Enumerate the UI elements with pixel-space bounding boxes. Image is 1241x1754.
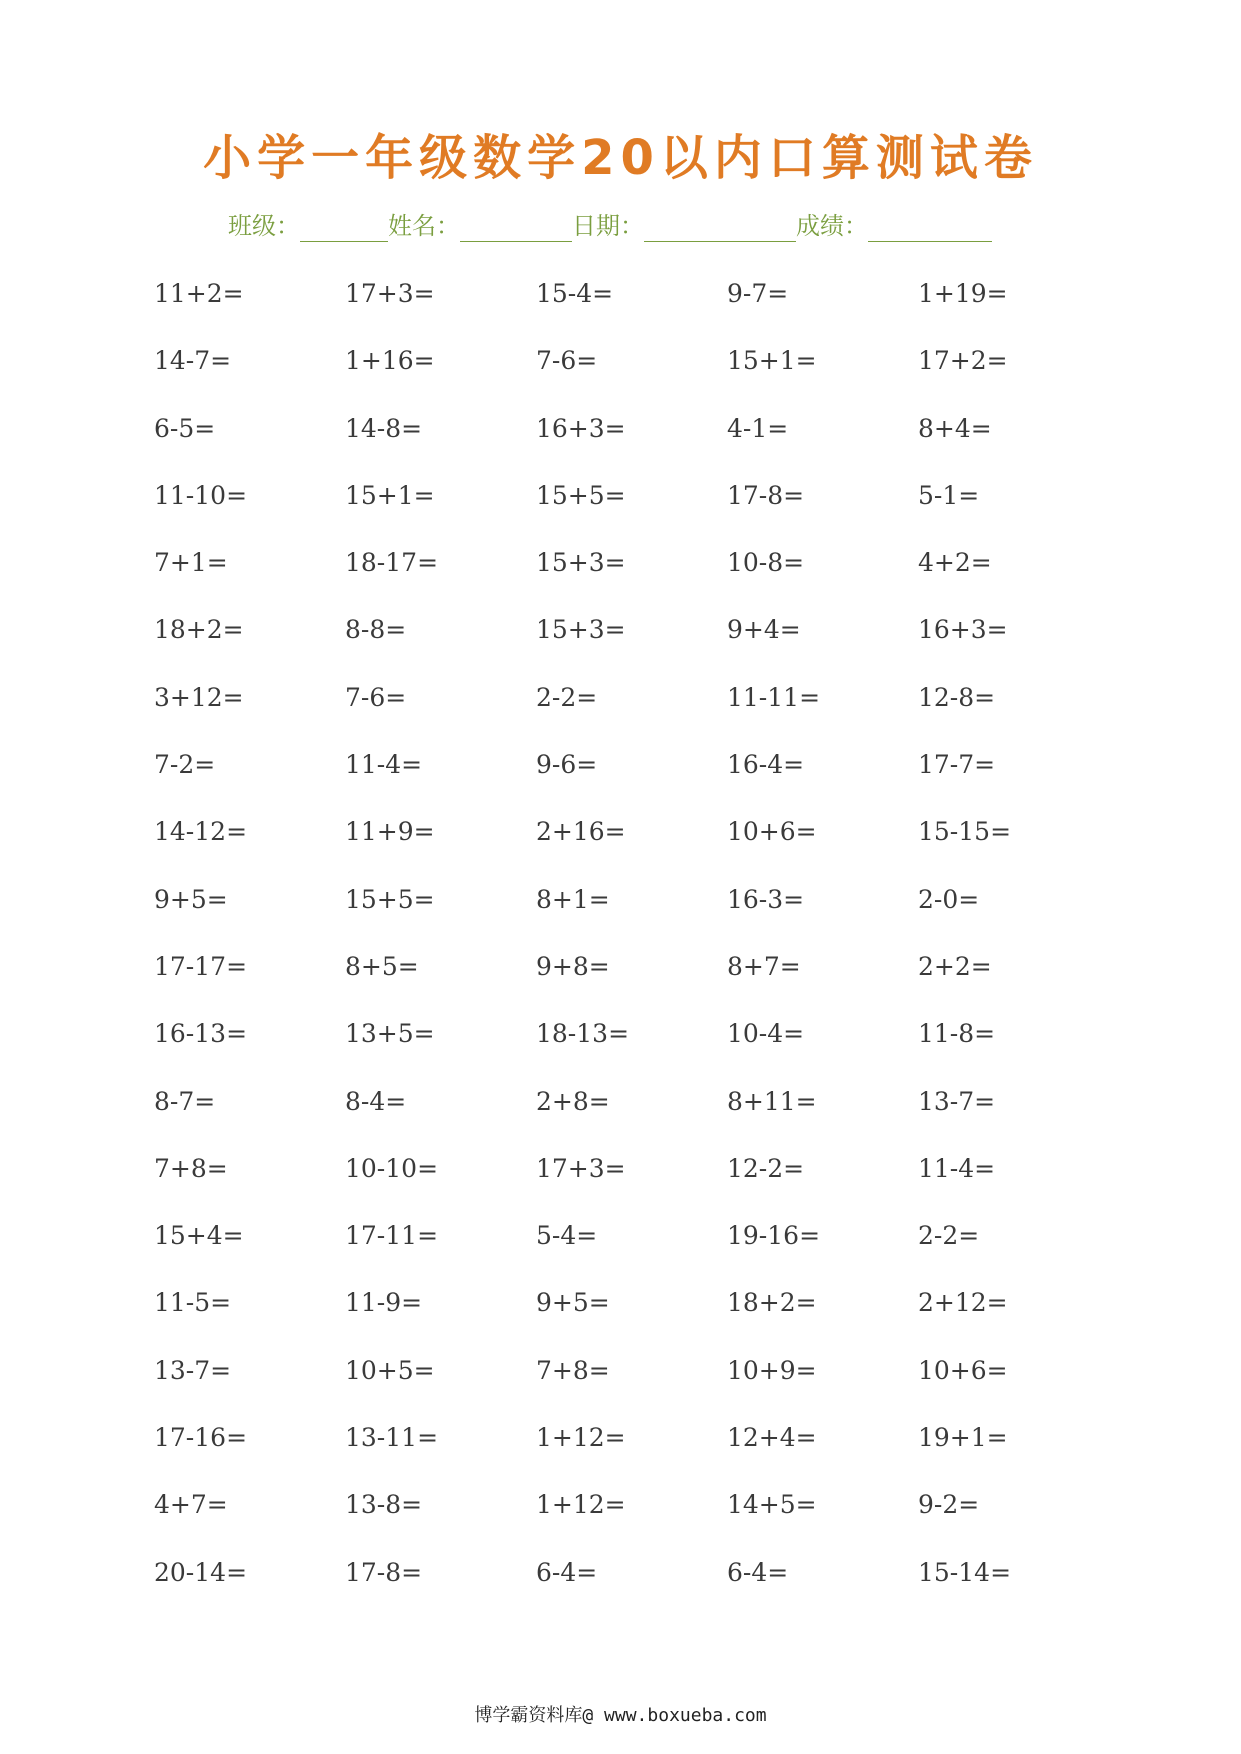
info-date <box>572 210 796 242</box>
problem-item: 8+11= <box>727 1086 817 1116</box>
problem-item: 9-6= <box>536 750 598 780</box>
problem-item: 2+12= <box>918 1288 1008 1318</box>
problem-item: 6-4= <box>536 1557 598 1587</box>
problem-item: 10-8= <box>727 548 805 578</box>
problem-item: 10+5= <box>345 1355 435 1385</box>
problem-item: 11-8= <box>918 1019 996 1049</box>
problem-item: 16+3= <box>536 413 626 443</box>
problem-item: 16+3= <box>918 615 1008 645</box>
problem-item: 9+4= <box>727 615 801 645</box>
problem-item: 10+9= <box>727 1355 817 1385</box>
problem-item: 14-7= <box>154 346 232 376</box>
problem-item: 12-8= <box>918 682 996 712</box>
problem-item: 7-2= <box>154 750 216 780</box>
problem-item: 8+1= <box>536 884 610 914</box>
problem-item: 8-4= <box>345 1086 407 1116</box>
problem-item: 17-16= <box>154 1423 248 1453</box>
problem-item: 8+5= <box>345 951 419 981</box>
student-info-line <box>228 210 992 242</box>
problem-item: 19-16= <box>727 1221 821 1251</box>
problem-item: 13-11= <box>345 1423 439 1453</box>
problem-item: 15-4= <box>536 279 614 308</box>
problem-item: 17-8= <box>727 480 805 510</box>
problem-item: 16-13= <box>154 1019 248 1049</box>
problem-item: 2+2= <box>918 951 992 981</box>
problem-item: 2-0= <box>918 884 980 914</box>
problem-item: 1+12= <box>536 1423 626 1453</box>
date-label: 日期： <box>572 212 644 240</box>
problem-grid <box>154 275 1109 1621</box>
problem-item: 11+2= <box>154 279 244 308</box>
problem-item: 17+3= <box>345 279 435 308</box>
problem-item: 2-2= <box>536 682 598 712</box>
problem-item: 7-6= <box>536 346 598 376</box>
problem-item: 17-7= <box>918 750 996 780</box>
problem-item: 13+5= <box>345 1019 435 1049</box>
class-label: 班级： <box>228 212 300 240</box>
problem-item: 1+19= <box>918 279 1008 308</box>
problem-item: 3+12= <box>154 682 244 712</box>
problem-item: 2+16= <box>536 817 626 847</box>
date-blank[interactable] <box>644 213 796 242</box>
problem-item: 9+5= <box>154 884 228 914</box>
problem-item: 17-11= <box>345 1221 439 1251</box>
problem-item: 15+3= <box>536 615 626 645</box>
problem-item: 14+5= <box>727 1490 817 1520</box>
class-blank[interactable] <box>300 213 388 242</box>
problem-item: 15+5= <box>345 884 435 914</box>
name-label: 姓名： <box>388 212 460 240</box>
problem-item: 19+1= <box>918 1423 1008 1453</box>
problem-item: 10-4= <box>727 1019 805 1049</box>
score-label: 成绩： <box>796 212 868 240</box>
problem-item: 6-4= <box>727 1557 789 1587</box>
problem-item: 17-17= <box>154 951 248 981</box>
problem-item: 11-5= <box>154 1288 232 1318</box>
problem-item: 6-5= <box>154 413 216 443</box>
problem-item: 1+16= <box>345 346 435 376</box>
problem-item: 8-8= <box>345 615 407 645</box>
problem-item: 14-12= <box>154 817 248 847</box>
problem-item: 8+4= <box>918 413 992 443</box>
problem-item: 14-8= <box>345 413 423 443</box>
problem-item: 2-2= <box>918 1221 980 1251</box>
score-blank[interactable] <box>868 213 992 242</box>
problem-item: 1+12= <box>536 1490 626 1520</box>
problem-item: 4+2= <box>918 548 992 578</box>
problem-item: 8-7= <box>154 1086 216 1116</box>
name-blank[interactable] <box>460 213 572 242</box>
problem-item: 8+7= <box>727 951 801 981</box>
info-score <box>796 210 992 242</box>
problem-item: 10-10= <box>345 1153 439 1183</box>
problem-item: 10+6= <box>918 1355 1008 1385</box>
problem-item: 11-10= <box>154 480 248 510</box>
problem-item: 16-4= <box>727 750 805 780</box>
problem-item: 20-14= <box>154 1557 248 1587</box>
problem-item: 18-13= <box>536 1019 630 1049</box>
problem-item: 9+5= <box>536 1288 610 1318</box>
problem-item: 12-2= <box>727 1153 805 1183</box>
problem-item: 7+8= <box>536 1355 610 1385</box>
problem-item: 15+3= <box>536 548 626 578</box>
footer-watermark: 博学霸资料库@ www.boxueba.com <box>474 1705 767 1726</box>
problem-item: 11-4= <box>345 750 423 780</box>
problem-item: 17-8= <box>345 1557 423 1587</box>
problem-item: 9+8= <box>536 951 610 981</box>
problem-item: 15+5= <box>536 480 626 510</box>
problem-item: 7-6= <box>345 682 407 712</box>
problem-item: 15-15= <box>918 817 1012 847</box>
problem-item: 5-4= <box>536 1221 598 1251</box>
problem-item: 11-11= <box>727 682 821 712</box>
problem-item: 13-8= <box>345 1490 423 1520</box>
problem-item: 18-17= <box>345 548 439 578</box>
problem-item: 18+2= <box>727 1288 817 1318</box>
problem-item: 11-4= <box>918 1153 996 1183</box>
problem-item: 2+8= <box>536 1086 610 1116</box>
problem-item: 4+7= <box>154 1490 228 1520</box>
problem-item: 17+3= <box>536 1153 626 1183</box>
problem-item: 15-14= <box>918 1557 1012 1587</box>
problem-item: 15+4= <box>154 1221 244 1251</box>
problem-item: 18+2= <box>154 615 244 645</box>
problem-item: 7+8= <box>154 1153 228 1183</box>
page-title: 小学一年级数学20以内口算测试卷 <box>203 130 1038 186</box>
problem-item: 17+2= <box>918 346 1008 376</box>
problem-item: 16-3= <box>727 884 805 914</box>
problem-item: 4-1= <box>727 413 789 443</box>
info-class <box>228 210 388 242</box>
info-name <box>388 210 572 242</box>
problem-item: 11-9= <box>345 1288 423 1318</box>
problem-item: 13-7= <box>918 1086 996 1116</box>
problem-item: 9-2= <box>918 1490 980 1520</box>
problem-item: 15+1= <box>345 480 435 510</box>
problem-item: 10+6= <box>727 817 817 847</box>
problem-item: 15+1= <box>727 346 817 376</box>
problem-item: 11+9= <box>345 817 435 847</box>
problem-item: 5-1= <box>918 480 980 510</box>
problem-item: 9-7= <box>727 279 789 308</box>
problem-item: 7+1= <box>154 548 228 578</box>
problem-item: 12+4= <box>727 1423 817 1453</box>
problem-item: 13-7= <box>154 1355 232 1385</box>
